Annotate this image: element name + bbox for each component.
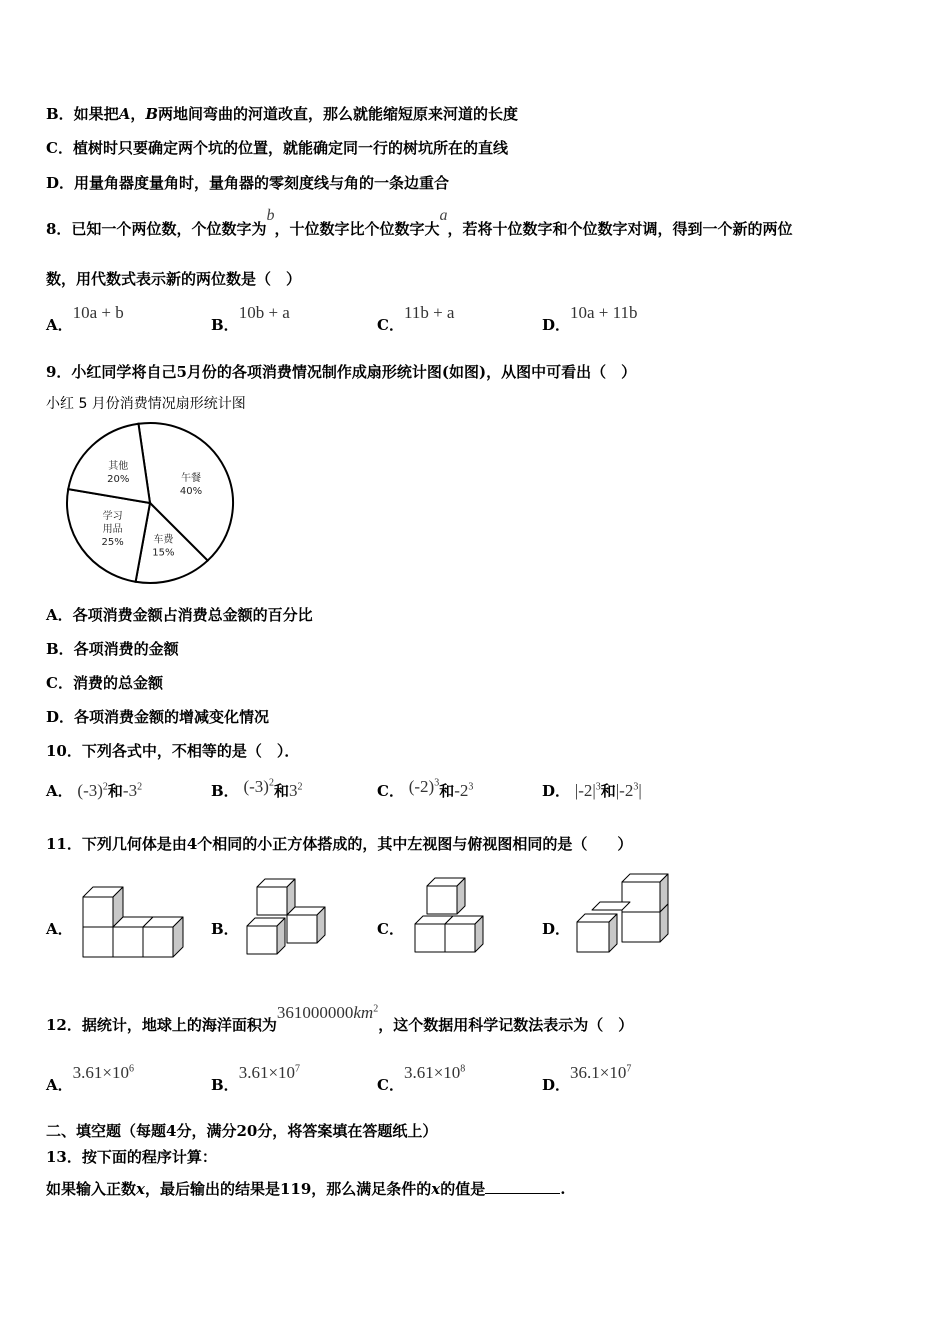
- cube-figure-a: [78, 882, 208, 962]
- pie-label-1-0: 车费: [153, 534, 174, 546]
- q11-label-d: D．: [542, 920, 571, 938]
- q12-stem: 12．据统计，地球上的海洋面积为$361000000km^2$，这个数据用科学记数法表示为（ ）: [46, 1003, 634, 1034]
- q8-option-b: B．10b + a: [211, 303, 290, 334]
- cube-figure-d: [572, 870, 682, 960]
- pie-label-2-1: 用品: [102, 524, 123, 536]
- q7-option-d: D．用量角器度量角时，量角器的零刻度线与角的一条边重合: [46, 174, 450, 192]
- pie-label-3-0: 其他: [108, 460, 129, 472]
- q10-option-a: A． $(-3)^2$和$-3^2$: [46, 781, 143, 800]
- q13-stem: 13．按下面的程序计算：: [46, 1148, 217, 1166]
- pie-chart-title: 小红 5 月份消费情况扇形统计图: [46, 396, 246, 412]
- q10-option-b: B． $(-3)^2$和$3^2$: [211, 777, 303, 800]
- q10-option-c: C． $(-2)^3$和$-2^3$: [377, 777, 474, 800]
- q8-option-d: D．10a + 11b: [542, 303, 638, 334]
- q12-option-d: D．$36.1\times 10^7$: [542, 1063, 632, 1094]
- pie-chart: [64, 418, 244, 593]
- q11-label-b: B．: [211, 920, 239, 938]
- q9-stem: 9．小红同学将自己5月份的各项消费情况制作成扇形统计图(如图)，从图中可看出（ ）: [46, 363, 637, 381]
- section2-heading: 二、填空题（每题4分，满分20分，将答案填在答题纸上）: [46, 1122, 438, 1140]
- q11-stem: 11．下列几何体是由4个相同的小正方体搭成的，其中左视图与俯视图相同的是（ ）: [46, 835, 633, 853]
- q8-stem: 8．已知一个两位数，个位数字为b，十位数字比个位数字大a，若将十位数字和个位数字对调，得到一个新的两位: [46, 207, 793, 238]
- pie-label-0-0: 午餐: [181, 473, 202, 485]
- pie-label-3-1: 20%: [107, 473, 130, 485]
- cube-figure-c: [412, 872, 512, 962]
- q9-option-b: B．各项消费的金额: [46, 640, 179, 658]
- q10-stem: 10．下列各式中，不相等的是（ ）．: [46, 742, 300, 760]
- q13-answer-blank[interactable]: [485, 1181, 560, 1194]
- q8-option-c: C．11b + a: [377, 303, 455, 334]
- q10-option-d: D． $|-2|^3$和$|-2^3|$: [542, 781, 642, 800]
- q9-option-d: D．各项消费金额的增减变化情况: [46, 708, 270, 726]
- q12-option-b: B．$3.61\times 10^7$: [211, 1063, 301, 1094]
- cube-figure-b: [242, 872, 342, 962]
- q7-option-c: C．植树时只要确定两个坑的位置，就能确定同一行的树坑所在的直线: [46, 139, 508, 157]
- pie-label-1-1: 15%: [152, 547, 175, 559]
- q11-label-c: C．: [377, 920, 404, 938]
- q12-option-c: C．$3.61\times 10^8$: [377, 1063, 466, 1094]
- q13-body: 如果输入正数x，最后输出的结果是119，那么满足条件的x的值是 .: [46, 1180, 566, 1198]
- q9-option-a: A．各项消费金额占消费总金额的百分比: [46, 606, 313, 624]
- q12-option-a: A．$3.61\times 10^6$: [46, 1063, 134, 1094]
- q7-option-b: B．如果把A，B两地间弯曲的河道改直，那么就能缩短原来河道的长度: [46, 105, 519, 123]
- q9-option-c: C．消费的总金额: [46, 674, 163, 692]
- q11-label-a: A．: [46, 920, 73, 938]
- pie-label-2-2: 25%: [101, 537, 124, 549]
- pie-label-0-1: 40%: [179, 486, 203, 498]
- pie-slice-2: [67, 489, 150, 582]
- q8-stem-line2: 数，用代数式表示新的两位数是（ ）: [46, 270, 302, 288]
- pie-label-2-0: 学习: [102, 511, 123, 523]
- q8-option-a: A．10a + b: [46, 303, 124, 334]
